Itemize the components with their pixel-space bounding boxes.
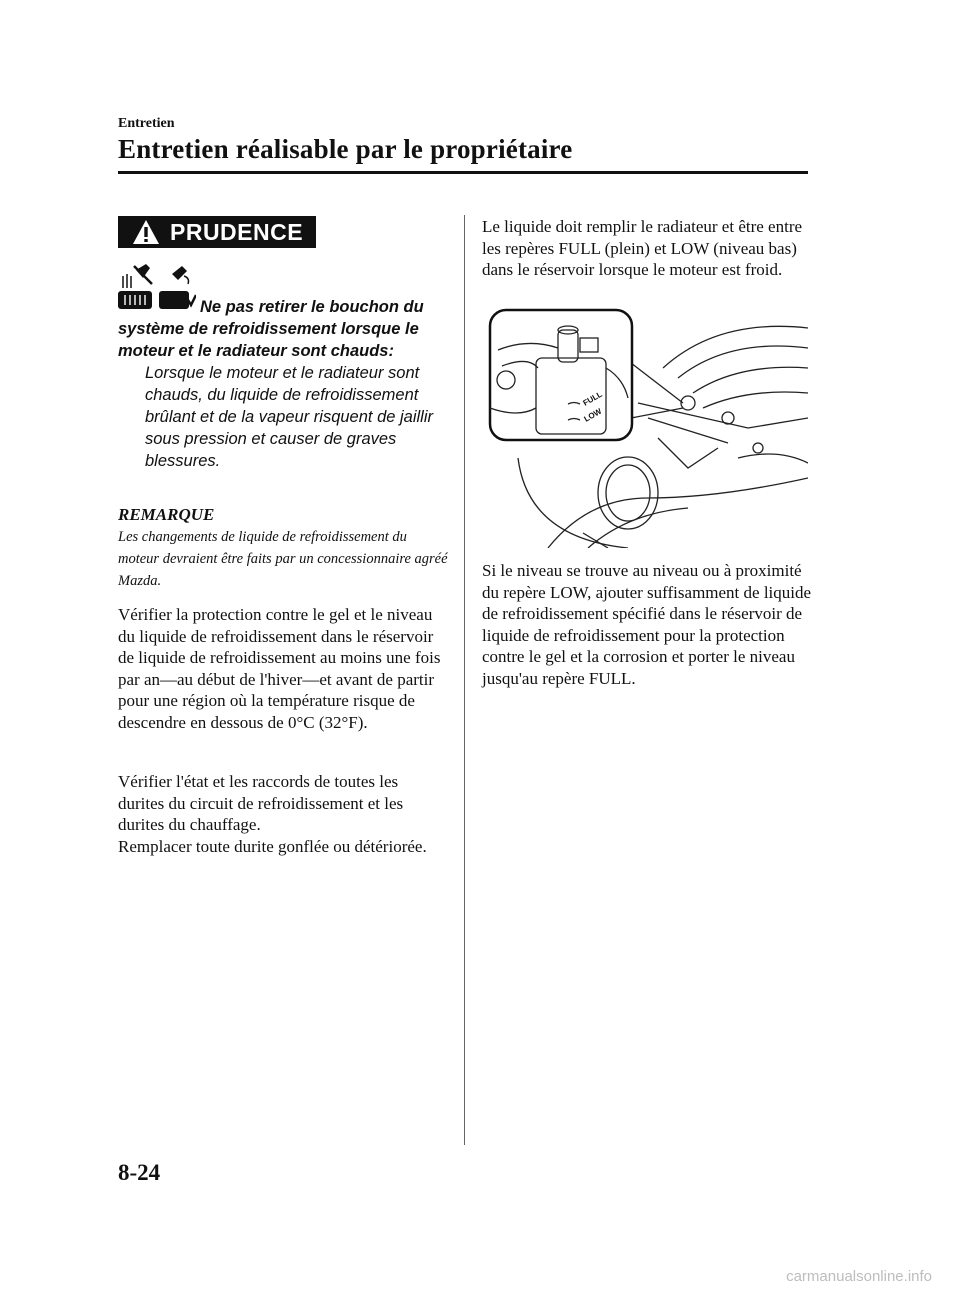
warning-triangle-icon <box>132 219 160 245</box>
caution-body: Lorsque le moteur et le radiateur sont chauds, du liquide de refroidissement brûlant et de la vapeur risquent de jaillir sous pression et causer de graves blessures. <box>145 364 434 470</box>
caution-label: PRUDENCE <box>170 218 304 245</box>
hose-check-text: Vérifier l'état et les raccords de toutes les durites du circuit de refroidissement et les durites du chauffage. <box>118 772 404 834</box>
page-title: Entretien réalisable par le propriétaire <box>118 134 573 164</box>
note-text: Les changements de liquide de refroidissement du moteur devraient être faits par un concessionnaire agréé Mazda. <box>118 529 448 589</box>
page-number: 8-24 <box>118 1160 161 1185</box>
note-label: REMARQUE <box>118 505 215 524</box>
column-divider <box>464 215 465 1145</box>
hose-inspection-paragraph <box>118 771 448 857</box>
watermark: carmanualsonline.info <box>786 1268 932 1285</box>
coolant-check-paragraph: Vérifier la protection contre le gel et le niveau du liquide de refroidissement dans le réservoir de liquide de refroidissement au moins une fois par an―au début de l'hiver―et avant de partir pour une région où la température risque de descendre en dessous de 0°C (32°F). <box>118 605 441 732</box>
coolant-level-paragraph: Le liquide doit remplir le radiateur et être entre les repères FULL (plein) et LOW (niveau bas) dans le réservoir lorsque le moteur est froid. <box>482 217 803 279</box>
caution-text <box>118 296 448 472</box>
hose-replace-text: Remplacer toute durite gonflée ou détériorée. <box>118 836 427 856</box>
low-mark-label: LOW <box>582 406 604 424</box>
topup-paragraph: Si le niveau se trouve au niveau ou à proximité du repère LOW, ajouter suffisamment de liquide de refroidissement spécifié dans le réservoir de liquide de refroidissement pour la protection contre le gel et la corrosion et porter le niveau jusqu'au repère FULL. <box>482 561 812 688</box>
title-rule <box>118 171 808 174</box>
section-label: Entretien <box>118 116 175 131</box>
caution-badge <box>118 216 316 248</box>
coolant-reservoir-illustration <box>488 308 808 548</box>
caution-heading: Ne pas retirer le bouchon du système de refroidissement lorsque le moteur et le radiateur sont chauds: <box>118 298 424 360</box>
full-mark-label: FULL <box>581 389 604 408</box>
